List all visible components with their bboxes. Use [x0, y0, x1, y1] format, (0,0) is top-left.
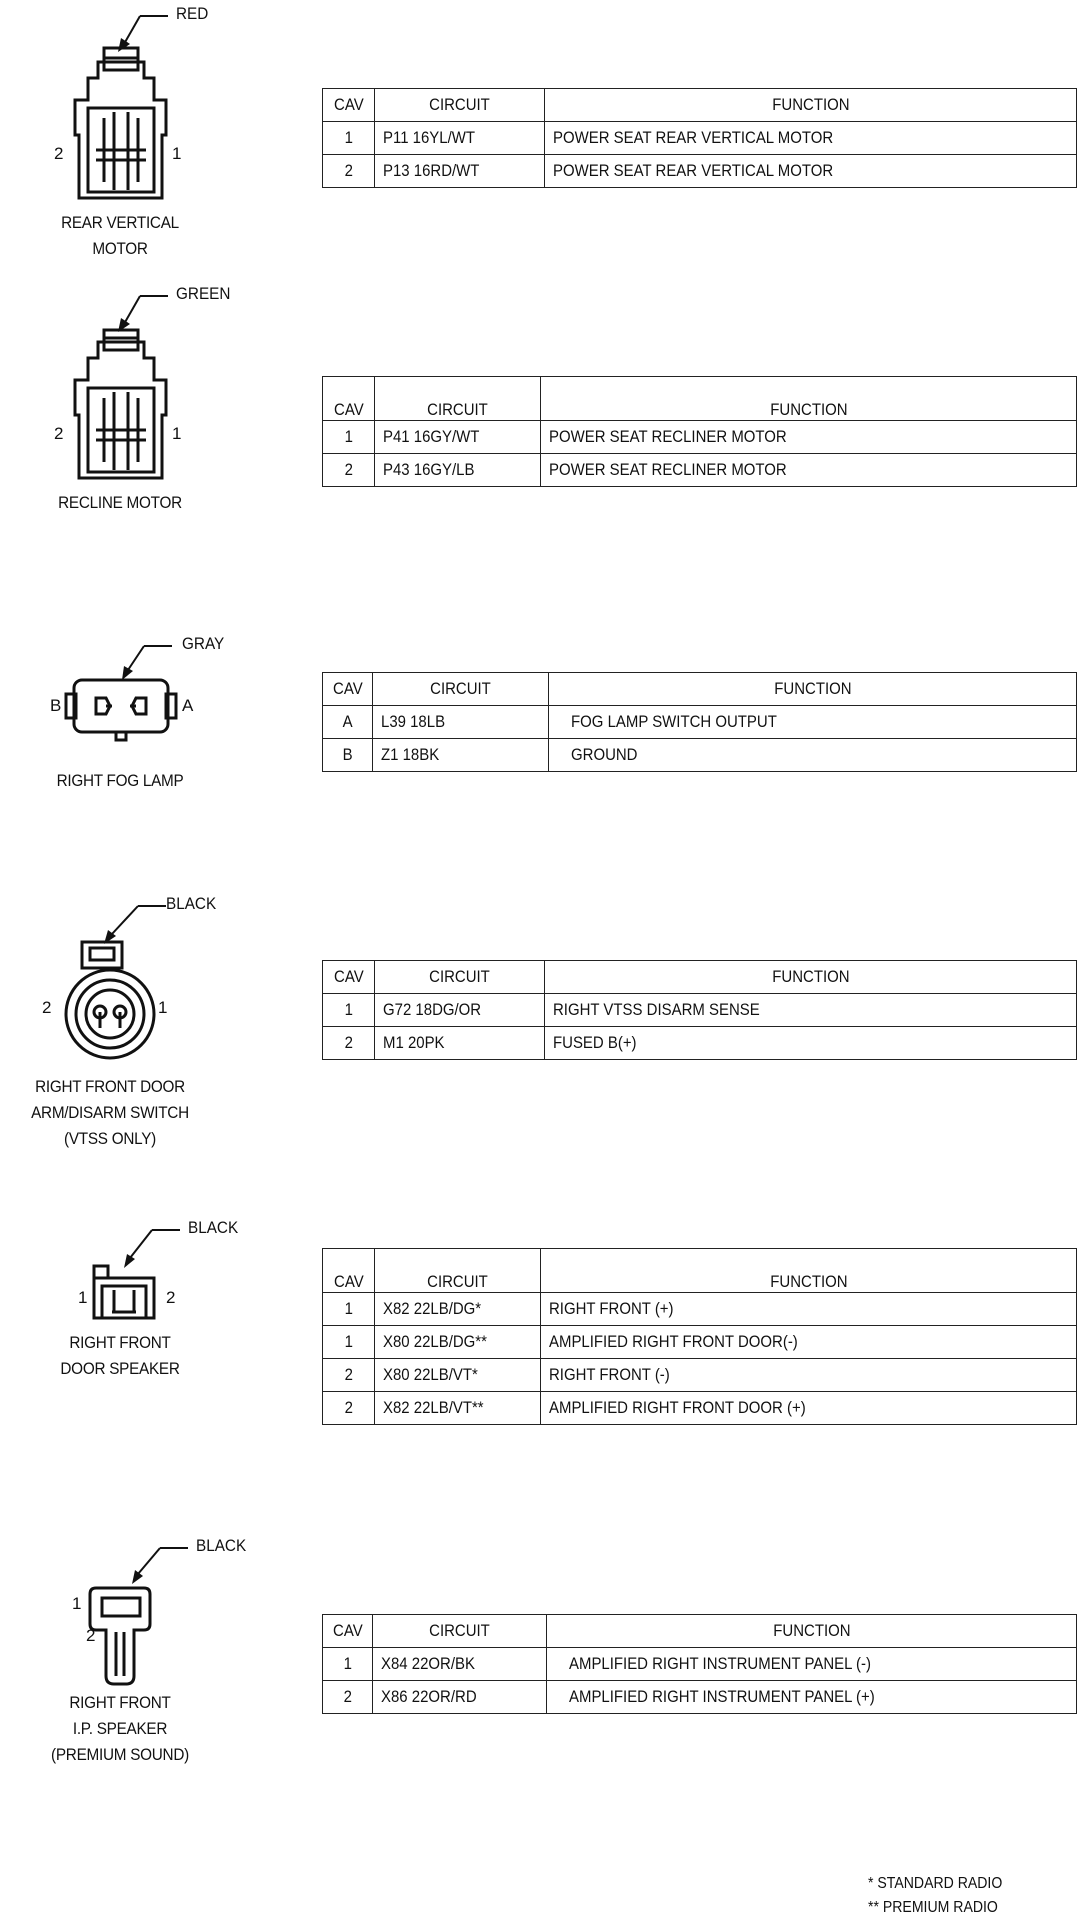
connector-name	[21, 210, 219, 262]
cell-function: AMPLIFIED RIGHT FRONT DOOR(-)	[541, 1326, 1077, 1359]
connector-color: BLACK	[188, 1218, 239, 1237]
cavity-table	[322, 960, 1077, 1060]
table-row	[323, 122, 1077, 155]
connector-color: RED	[176, 4, 209, 23]
table-row	[323, 739, 1077, 772]
header-circuit: CIRCUIT	[375, 89, 545, 122]
cell-circuit: Z1 18BK	[373, 739, 549, 772]
cell-function: POWER SEAT REAR VERTICAL MOTOR	[545, 122, 1077, 155]
connector-name-line: ARM/DISARM SWITCH	[31, 1103, 189, 1122]
table-header-row	[323, 673, 1077, 706]
connector-name	[21, 768, 219, 794]
header-cav: CAV	[323, 1249, 375, 1293]
header-circuit: CIRCUIT	[373, 1615, 547, 1648]
pin-label-right: A	[182, 696, 194, 715]
table-row	[323, 1359, 1077, 1392]
cell-cav: B	[323, 739, 373, 772]
connector-name-line: I.P. SPEAKER	[72, 1719, 168, 1738]
table-header-row	[323, 89, 1077, 122]
recline-motor-connector-icon	[0, 280, 300, 520]
pin-label-right: 2	[86, 1626, 96, 1645]
header-function: FUNCTION	[541, 1249, 1077, 1293]
cell-function: AMPLIFIED RIGHT INSTRUMENT PANEL (+)	[547, 1681, 1077, 1714]
cell-circuit: P43 16GY/LB	[375, 454, 541, 487]
cell-function: FUSED B(+)	[545, 1027, 1077, 1060]
connector-name-line: (VTSS ONLY)	[64, 1129, 156, 1148]
cell-function: AMPLIFIED RIGHT FRONT DOOR (+)	[541, 1392, 1077, 1425]
connector-name-line: RIGHT FRONT	[69, 1333, 171, 1352]
pin-label-right: 1	[158, 998, 168, 1017]
cavity-table	[322, 1248, 1077, 1425]
connector-color: BLACK	[166, 894, 217, 913]
table-row	[323, 454, 1077, 487]
table-row	[323, 1681, 1077, 1714]
connector-name-line: (PREMIUM SOUND)	[51, 1745, 189, 1764]
pin-label-right: 1	[172, 144, 182, 163]
cell-cav: 2	[323, 1681, 373, 1714]
cavity-table	[322, 88, 1077, 188]
cell-function: RIGHT FRONT (-)	[541, 1359, 1077, 1392]
header-circuit: CIRCUIT	[375, 377, 541, 421]
table-row	[323, 706, 1077, 739]
cell-function: AMPLIFIED RIGHT INSTRUMENT PANEL (-)	[547, 1648, 1077, 1681]
cell-cav: 1	[323, 1326, 375, 1359]
pin-label-left: 1	[72, 1594, 82, 1613]
connector-color: GRAY	[182, 634, 225, 653]
connector-color: GREEN	[176, 284, 231, 303]
cell-circuit: P11 16YL/WT	[375, 122, 545, 155]
connector-name-line: MOTOR	[92, 239, 148, 258]
header-function: FUNCTION	[547, 1615, 1077, 1648]
header-cav: CAV	[323, 673, 373, 706]
cell-cav: 2	[323, 454, 375, 487]
footnotes	[868, 1872, 1002, 1920]
table-row	[323, 1027, 1077, 1060]
table-header-row	[323, 1249, 1077, 1293]
pin-label-left: B	[50, 696, 62, 715]
pin-label-left: 1	[78, 1288, 88, 1307]
connector-name-line: DOOR SPEAKER	[60, 1359, 180, 1378]
header-cav: CAV	[323, 377, 375, 421]
cell-function: FOG LAMP SWITCH OUTPUT	[549, 706, 1077, 739]
cell-circuit: X82 22LB/DG*	[375, 1293, 541, 1326]
header-function: FUNCTION	[545, 89, 1077, 122]
header-cav: CAV	[323, 961, 375, 994]
cell-circuit: X80 22LB/DG**	[375, 1326, 541, 1359]
connector-name-line: RIGHT FOG LAMP	[56, 771, 184, 790]
connector-name-line: RECLINE MOTOR	[58, 493, 182, 512]
cell-function: RIGHT VTSS DISARM SENSE	[545, 994, 1077, 1027]
connector-name	[21, 1330, 219, 1382]
cavity-table	[322, 376, 1077, 487]
cavity-table	[322, 1614, 1077, 1714]
pin-label-right: 1	[172, 424, 182, 443]
header-function: FUNCTION	[549, 673, 1077, 706]
connector-name	[11, 1074, 209, 1152]
cell-circuit: X82 22LB/VT**	[375, 1392, 541, 1425]
pin-label-left: 2	[54, 424, 64, 443]
cell-cav: 2	[323, 1027, 375, 1060]
pin-label-left: 2	[54, 144, 64, 163]
cell-circuit: M1 20PK	[375, 1027, 545, 1060]
cell-circuit: X84 22OR/BK	[373, 1648, 547, 1681]
cell-function: POWER SEAT RECLINER MOTOR	[541, 454, 1077, 487]
table-row	[323, 421, 1077, 454]
header-circuit: CIRCUIT	[375, 1249, 541, 1293]
footnote-premium-radio: ** PREMIUM RADIO	[868, 1899, 998, 1916]
cell-function: POWER SEAT RECLINER MOTOR	[541, 421, 1077, 454]
cell-cav: 1	[323, 1293, 375, 1326]
cell-cav: 2	[323, 1359, 375, 1392]
table-row	[323, 1293, 1077, 1326]
table-header-row	[323, 961, 1077, 994]
cell-circuit: L39 18LB	[373, 706, 549, 739]
cell-cav: 1	[323, 421, 375, 454]
cell-circuit: P13 16RD/WT	[375, 155, 545, 188]
table-header-row	[323, 377, 1077, 421]
header-function: FUNCTION	[541, 377, 1077, 421]
header-circuit: CIRCUIT	[375, 961, 545, 994]
cell-circuit: X80 22LB/VT*	[375, 1359, 541, 1392]
table-row	[323, 1392, 1077, 1425]
cell-cav: 2	[323, 155, 375, 188]
connector-name-line: RIGHT FRONT DOOR	[35, 1077, 185, 1096]
header-cav: CAV	[323, 89, 375, 122]
connector-name-line: REAR VERTICAL	[61, 213, 179, 232]
cell-cav: 1	[323, 1648, 373, 1681]
header-cav: CAV	[323, 1615, 373, 1648]
cell-function: POWER SEAT REAR VERTICAL MOTOR	[545, 155, 1077, 188]
cell-cav: 2	[323, 1392, 375, 1425]
table-row	[323, 994, 1077, 1027]
cell-circuit: G72 18DG/OR	[375, 994, 545, 1027]
cell-function: GROUND	[549, 739, 1077, 772]
connector-name-line: RIGHT FRONT	[69, 1693, 171, 1712]
cell-cav: 1	[323, 994, 375, 1027]
cell-circuit: X86 22OR/RD	[373, 1681, 547, 1714]
footnote-standard-radio: * STANDARD RADIO	[868, 1875, 1003, 1892]
table-row	[323, 1326, 1077, 1359]
cell-function: RIGHT FRONT (+)	[541, 1293, 1077, 1326]
table-header-row	[323, 1615, 1077, 1648]
cell-cav: 1	[323, 122, 375, 155]
cavity-table	[322, 672, 1077, 772]
header-circuit: CIRCUIT	[373, 673, 549, 706]
table-row	[323, 1648, 1077, 1681]
connector-name	[21, 490, 219, 516]
header-function: FUNCTION	[545, 961, 1077, 994]
cell-circuit: P41 16GY/WT	[375, 421, 541, 454]
pin-label-right: 2	[166, 1288, 176, 1307]
pin-label-left: 2	[42, 998, 52, 1017]
table-row	[323, 155, 1077, 188]
cell-cav: A	[323, 706, 373, 739]
connector-color: BLACK	[196, 1536, 247, 1555]
connector-name	[21, 1690, 219, 1768]
